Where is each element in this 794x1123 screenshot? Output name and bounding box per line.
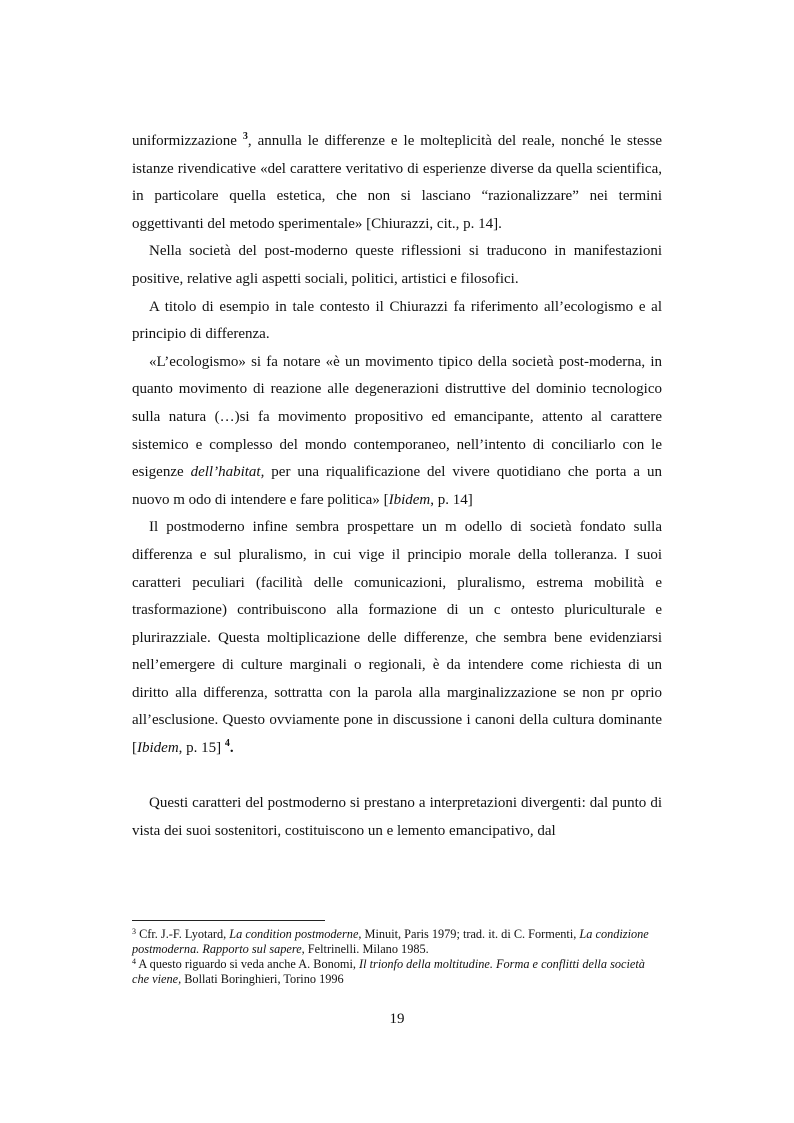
footnote-3-text-b: Minuit, Paris 1979; trad. it. di C. Formenti, — [361, 927, 580, 941]
footnote-3-translated-title: La condizione postmoderna. Rapporto sul sapere, — [132, 927, 649, 956]
paragraph-4-citation: Ibidem — [388, 491, 431, 508]
paragraph-4-text-c: , p. 14] — [430, 491, 473, 508]
footnote-4-number: 4 — [132, 957, 136, 966]
footnote-4-title: Il trionfo della moltitudine. Forma e conflitti della società che viene, — [132, 957, 645, 986]
footnotes — [132, 927, 662, 987]
paragraph-1-text-a: uniformizzazione — [132, 133, 243, 149]
paragraph-4-text-a: «L’ecologismo» si fa notare «è un movimento tipico della società post-moderna, in quanto movimento di reazione alle degenerazioni distruttive del dominio tecnologico sulla natura (…)si fa movimento propositivo ed emancipante, attento al carattere sistemico e complesso del mondo contemporaneo, nell’intento di conciliarlo con le esigenze — [132, 353, 662, 481]
footnote-3-text-a: Cfr. J.-F. Lyotard, — [136, 927, 230, 941]
footnote-4 — [132, 957, 662, 987]
footnote-4-text-b: Bollati Boringhieri, Torino 1996 — [181, 972, 344, 986]
footnote-separator — [132, 920, 325, 921]
paragraph-4 — [132, 349, 662, 515]
footnote-ref-3[interactable]: 3 — [242, 131, 248, 142]
paragraph-4-emphasis: dell’habitat, — [190, 464, 265, 481]
footnote-3 — [132, 927, 662, 957]
paragraph-1 — [132, 128, 662, 238]
paragraph-2: Nella società del post-moderno queste riflessioni si traducono in manifestazioni positive, relative agli aspetti sociali, politici, artistici e filosofici. — [132, 243, 662, 287]
footnote-ref-4[interactable]: 4 — [224, 738, 230, 750]
paragraph-5-text-a: Il postmoderno infine sembra prospettare un m odello di società fondato sulla differenza e sul pluralismo, in cui vige il principio morale della tolleranza. I suoi caratteri peculiari (facilità delle comunicazioni, pluralismo, estrema mobilità e trasformazione) contribuiscono alla formazione di un c ontesto pluriculturale e plurirazziale. Questa moltiplicazione delle differenze, che sembra bene evidenziarsi nell’emergere di culture marginali o regionali, è da intendere come richiesta di un diritto alla differenza, sottratta con la parola alla marginalizzazione se non pr oprio all’esclusione. Questo ovviamente pone in discussione i canoni della cultura dominante [ — [132, 519, 662, 757]
paragraph-3: A titolo di esempio in tale contesto il Chiurazzi fa riferimento all’ecologismo e al principio di differenza. — [132, 298, 662, 343]
footnote-4-text-a: A questo riguardo si veda anche A. Bonomi, — [136, 957, 360, 971]
body-text — [132, 128, 662, 845]
paragraph-1-text-b: , annulla le differenze e le molteplicità del reale, nonché le stesse istanze rivendicative «del carattere veritativo di esperienze diverse da quella scientifica, in particolare quella estetica, che non si lasciano “razionalizzare” nei termini oggettivanti del metodo sperimentale» [Chiurazzi, cit., p. 14]. — [132, 133, 663, 232]
footnote-3-number: 3 — [132, 927, 136, 936]
footnote-3-title: La condition postmoderne, — [229, 927, 362, 941]
paragraph-5-period: . — [229, 740, 234, 757]
paragraph-4-text-b: per una riqualificazione del vivere quotidiano che porta a un nuovo m odo di intendere e fare politica» [ — [132, 464, 663, 508]
footnote-3-text-c: Feltrinelli. Milano 1985. — [304, 942, 429, 956]
paragraph-5-text-b: , p. 15] — [178, 740, 225, 757]
paragraph-6: Questi caratteri del postmoderno si prestano a interpretazioni divergenti: dal punto di vista dei suoi sostenitori, costituiscono un e lemento emancipativo, dal — [132, 795, 662, 839]
paragraph-5 — [132, 514, 662, 762]
page-number: 19 — [389, 1011, 405, 1027]
paragraph-5-citation: Ibidem — [137, 740, 179, 757]
